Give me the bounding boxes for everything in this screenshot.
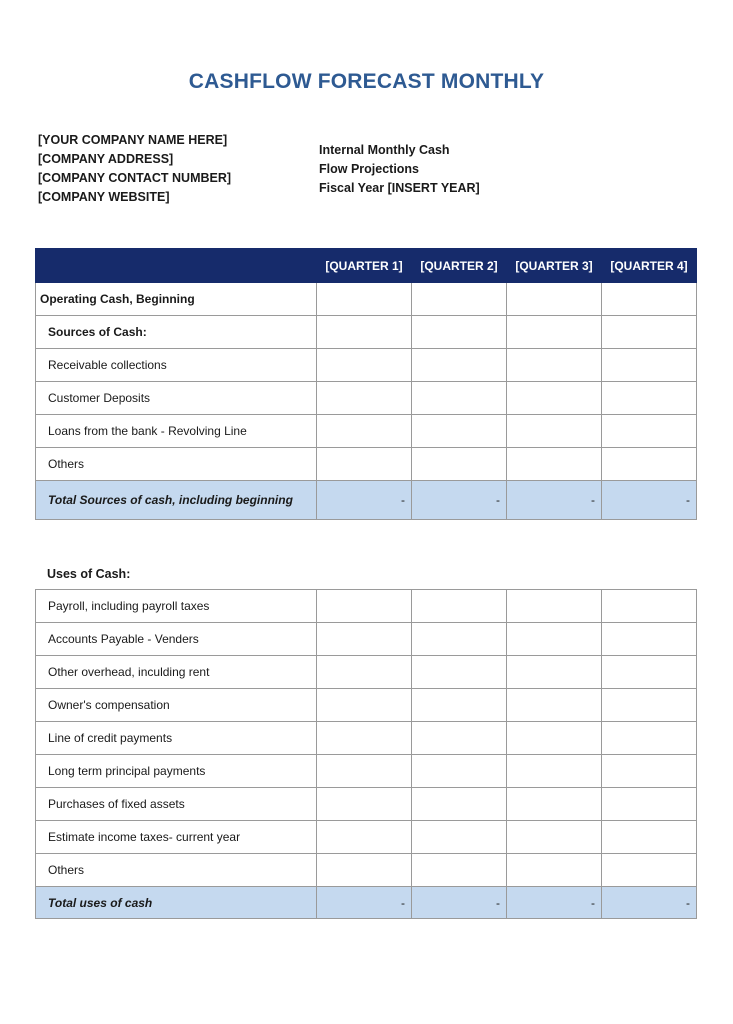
input-cell[interactable] [602, 448, 697, 481]
meta-line-2: Flow Projections [319, 162, 420, 176]
table-row [36, 382, 697, 415]
table-row [36, 590, 697, 623]
meta-line-1: Internal Monthly Cash [319, 143, 450, 157]
input-cell[interactable] [507, 854, 602, 887]
input-cell[interactable] [412, 349, 507, 382]
table-row [36, 415, 697, 448]
header-quarter-4: [QUARTER 4] [602, 249, 697, 283]
header-quarter-1: [QUARTER 1] [317, 249, 412, 283]
row-label: Estimate income taxes- current year [36, 821, 317, 854]
total-uses-value: - [412, 887, 507, 919]
total-sources-value: - [317, 481, 412, 520]
table-row [36, 283, 697, 316]
input-cell[interactable] [317, 415, 412, 448]
input-cell[interactable] [602, 623, 697, 656]
input-cell[interactable] [602, 316, 697, 349]
total-uses-value: - [507, 887, 602, 919]
input-cell[interactable] [412, 382, 507, 415]
table-row [36, 656, 697, 689]
table-row [36, 854, 697, 887]
input-cell[interactable] [412, 590, 507, 623]
row-label: Others [36, 448, 317, 481]
input-cell[interactable] [317, 382, 412, 415]
input-cell[interactable] [602, 415, 697, 448]
uses-heading: Uses of Cash: [47, 567, 131, 581]
input-cell[interactable] [412, 755, 507, 788]
report-meta [319, 141, 480, 198]
input-cell[interactable] [412, 623, 507, 656]
input-cell[interactable] [412, 854, 507, 887]
input-cell[interactable] [317, 283, 412, 316]
input-cell[interactable] [602, 788, 697, 821]
input-cell[interactable] [507, 316, 602, 349]
row-label: Owner's compensation [36, 689, 317, 722]
total-uses-row [36, 887, 697, 919]
input-cell[interactable] [317, 316, 412, 349]
meta-line-3: Fiscal Year [INSERT YEAR] [319, 181, 480, 195]
row-label: Long term principal payments [36, 755, 317, 788]
input-cell[interactable] [317, 623, 412, 656]
company-address: [COMPANY ADDRESS] [38, 152, 174, 166]
header-quarter-2: [QUARTER 2] [412, 249, 507, 283]
row-label: Other overhead, inculding rent [36, 656, 317, 689]
input-cell[interactable] [412, 316, 507, 349]
input-cell[interactable] [507, 755, 602, 788]
input-cell[interactable] [507, 689, 602, 722]
input-cell[interactable] [507, 821, 602, 854]
input-cell[interactable] [507, 590, 602, 623]
sources-table [35, 248, 697, 520]
total-uses-label: Total uses of cash [36, 887, 317, 919]
row-label: Others [36, 854, 317, 887]
input-cell[interactable] [602, 854, 697, 887]
total-sources-value: - [602, 481, 697, 520]
input-cell[interactable] [602, 590, 697, 623]
input-cell[interactable] [317, 448, 412, 481]
total-uses-value: - [602, 887, 697, 919]
input-cell[interactable] [602, 382, 697, 415]
row-label: Receivable collections [36, 349, 317, 382]
input-cell[interactable] [507, 623, 602, 656]
input-cell[interactable] [507, 415, 602, 448]
input-cell[interactable] [412, 788, 507, 821]
table-row [36, 316, 697, 349]
input-cell[interactable] [507, 382, 602, 415]
input-cell[interactable] [602, 755, 697, 788]
input-cell[interactable] [602, 656, 697, 689]
input-cell[interactable] [317, 722, 412, 755]
row-label: Line of credit payments [36, 722, 317, 755]
table-row [36, 821, 697, 854]
input-cell[interactable] [507, 448, 602, 481]
input-cell[interactable] [507, 722, 602, 755]
company-name: [YOUR COMPANY NAME HERE] [38, 133, 228, 147]
table-row [36, 722, 697, 755]
input-cell[interactable] [602, 283, 697, 316]
input-cell[interactable] [507, 349, 602, 382]
total-sources-value: - [412, 481, 507, 520]
input-cell[interactable] [317, 854, 412, 887]
row-label-sources-heading: Sources of Cash: [36, 316, 317, 349]
input-cell[interactable] [602, 349, 697, 382]
input-cell[interactable] [412, 283, 507, 316]
uses-table [35, 589, 697, 919]
table-row [36, 448, 697, 481]
input-cell[interactable] [317, 821, 412, 854]
total-sources-value: - [507, 481, 602, 520]
header-quarter-3: [QUARTER 3] [507, 249, 602, 283]
input-cell[interactable] [317, 788, 412, 821]
row-label: Customer Deposits [36, 382, 317, 415]
input-cell[interactable] [602, 689, 697, 722]
input-cell[interactable] [507, 788, 602, 821]
header-blank-cell [36, 249, 317, 283]
total-sources-row [36, 481, 697, 520]
input-cell[interactable] [317, 755, 412, 788]
row-label: Accounts Payable - Venders [36, 623, 317, 656]
table-row [36, 788, 697, 821]
input-cell[interactable] [412, 448, 507, 481]
input-cell[interactable] [317, 689, 412, 722]
page-title: CASHFLOW FORECAST MONTHLY [188, 70, 545, 93]
table-row [36, 755, 697, 788]
table-header [36, 249, 697, 283]
table-row [36, 623, 697, 656]
input-cell[interactable] [412, 689, 507, 722]
company-contact: [COMPANY CONTACT NUMBER] [38, 171, 232, 185]
input-cell[interactable] [507, 283, 602, 316]
input-cell[interactable] [317, 590, 412, 623]
input-cell[interactable] [317, 656, 412, 689]
input-cell[interactable] [507, 656, 602, 689]
row-label-operating-cash: Operating Cash, Beginning [36, 283, 317, 316]
row-label: Loans from the bank - Revolving Line [36, 415, 317, 448]
company-website: [COMPANY WEBSITE] [38, 190, 170, 204]
total-uses-value: - [317, 887, 412, 919]
input-cell[interactable] [317, 349, 412, 382]
input-cell[interactable] [412, 821, 507, 854]
input-cell[interactable] [602, 821, 697, 854]
input-cell[interactable] [602, 722, 697, 755]
input-cell[interactable] [412, 415, 507, 448]
company-info [38, 131, 231, 207]
input-cell[interactable] [412, 722, 507, 755]
total-sources-label: Total Sources of cash, including beginning [36, 481, 317, 520]
input-cell[interactable] [412, 656, 507, 689]
row-label: Purchases of fixed assets [36, 788, 317, 821]
table-row [36, 689, 697, 722]
row-label: Payroll, including payroll taxes [36, 590, 317, 623]
table-row [36, 349, 697, 382]
